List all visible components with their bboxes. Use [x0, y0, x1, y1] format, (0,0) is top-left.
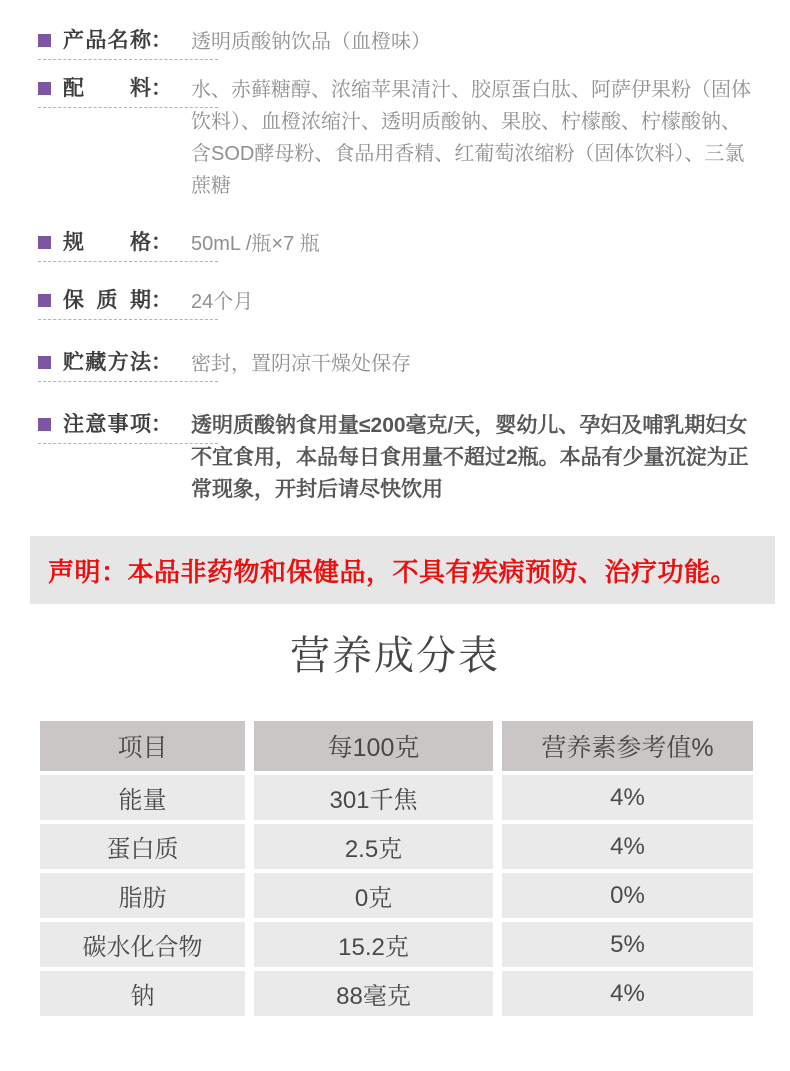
- spec-value: 水、赤藓糖醇、浓缩苹果清汁、胶原蛋白肽、阿萨伊果粉（固体饮料）、血橙浓缩汁、透明质酸钠、果胶、柠檬酸、柠檬酸钠、含SOD酵母粉、食品用香精、红葡萄浓缩粉（固体饮料）、三氯蔗糖: [191, 79, 751, 197]
- spec-row: [38, 348, 756, 380]
- spec-label-text: 配料: [63, 77, 151, 100]
- spec-label-colon: ：: [151, 413, 172, 436]
- disclaimer-text: 声明：本品非药物和保健品，不具有疾病预防、治疗功能。: [48, 556, 738, 587]
- spec-value: 透明质酸钠食用量≤200毫克/天，婴幼儿、孕妇及哺乳期妇女不宜食用，本品每日食用量不超过2瓶。本品有少量沉淀为正常现象，开封后请尽快饮用: [191, 414, 749, 501]
- spec-label-colon: ：: [151, 77, 172, 100]
- bullet-square-icon: [38, 294, 51, 307]
- nutrition-header-cell: 每100克: [254, 721, 493, 771]
- nutrition-row: [40, 971, 753, 1016]
- nutrient-amount-cell: 301千焦: [254, 775, 493, 820]
- spec-label-colon: ：: [151, 289, 172, 312]
- nutrient-amount-cell: 2.5克: [254, 824, 493, 869]
- nutrient-amount-cell: 88毫克: [254, 971, 493, 1016]
- bullet-square-icon: [38, 418, 51, 431]
- spec-label-text: 注意事项: [63, 413, 151, 436]
- product-spec-list: [0, 0, 790, 506]
- nutrition-table-body: [40, 775, 753, 1016]
- nutrition-row: [40, 873, 753, 918]
- spec-label-colon: ：: [151, 231, 172, 254]
- nutrition-row: [40, 824, 753, 869]
- spec-value: 透明质酸钠饮品（血橙味）: [191, 31, 431, 53]
- spec-label-text: 规格: [63, 231, 151, 254]
- nutrient-nrv-cell: 4%: [502, 824, 753, 869]
- spec-label-text: 保质期: [63, 289, 151, 312]
- spec-label: [38, 410, 184, 440]
- nutrition-row: [40, 775, 753, 820]
- nutrient-name-cell: 脂肪: [40, 873, 245, 918]
- spec-row: [38, 228, 756, 260]
- spec-label-colon: ：: [151, 29, 172, 52]
- spec-label: [38, 348, 184, 378]
- nutrient-name-cell: 钠: [40, 971, 245, 1016]
- nutrient-amount-cell: 15.2克: [254, 922, 493, 967]
- spec-row: [38, 410, 756, 506]
- spec-row: [38, 26, 756, 58]
- nutrient-amount-cell: 0克: [254, 873, 493, 918]
- spec-label-text: 贮藏方法: [63, 351, 151, 374]
- spec-row: [38, 286, 756, 318]
- nutrient-name-cell: 能量: [40, 775, 245, 820]
- bullet-square-icon: [38, 356, 51, 369]
- nutrition-table-header-row: [40, 721, 753, 771]
- spec-label: [38, 228, 184, 258]
- spec-row: [38, 74, 756, 202]
- spec-label: [38, 74, 184, 104]
- nutrient-nrv-cell: 0%: [502, 873, 753, 918]
- spec-label-colon: ：: [151, 351, 172, 374]
- nutrition-table-title: 营养成分表: [290, 634, 500, 678]
- nutrient-nrv-cell: 4%: [502, 775, 753, 820]
- spec-label: [38, 26, 184, 56]
- nutrient-name-cell: 碳水化合物: [40, 922, 245, 967]
- nutrient-nrv-cell: 5%: [502, 922, 753, 967]
- bullet-square-icon: [38, 34, 51, 47]
- nutrition-table: [40, 721, 753, 1016]
- spec-value: 密封，置阴凉干燥处保存: [191, 353, 411, 375]
- disclaimer-banner: [30, 536, 775, 604]
- spec-label-text: 产品名称: [63, 29, 151, 52]
- nutrient-nrv-cell: 4%: [502, 971, 753, 1016]
- spec-value: 50mL /瓶×7 瓶: [191, 233, 320, 255]
- bullet-square-icon: [38, 82, 51, 95]
- spec-value: 24个月: [191, 291, 254, 313]
- nutrition-header-cell: 营养素参考值%: [502, 721, 753, 771]
- nutrient-name-cell: 蛋白质: [40, 824, 245, 869]
- nutrition-header-cell: 项目: [40, 721, 245, 771]
- nutrition-row: [40, 922, 753, 967]
- bullet-square-icon: [38, 236, 51, 249]
- spec-label: [38, 286, 184, 316]
